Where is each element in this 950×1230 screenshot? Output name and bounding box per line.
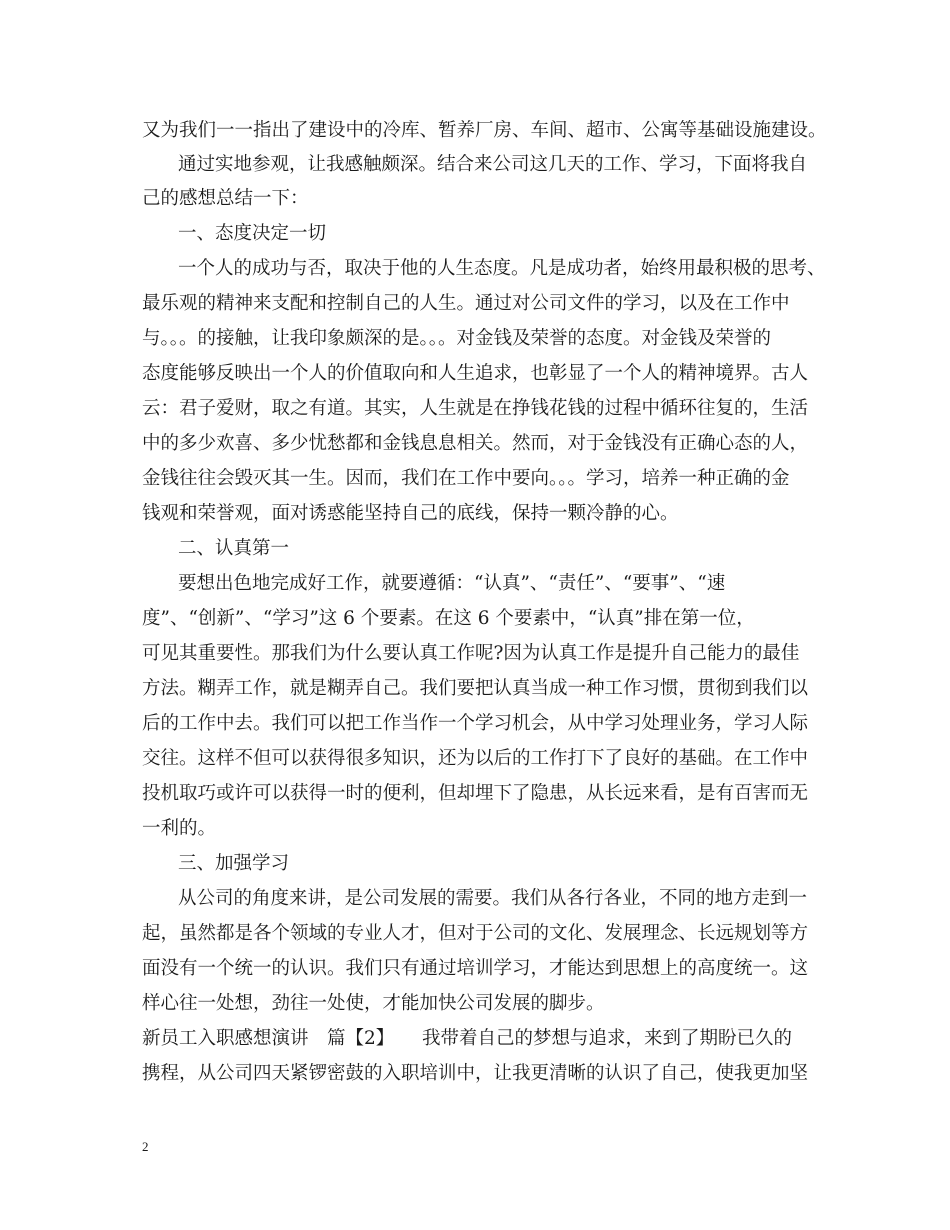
text-line: 一个人的成功与否，取决于他的人生态度。凡是成功者，始终用最积极的思考、 xyxy=(178,258,826,279)
text-line: 最乐观的精神来支配和控制自己的人生。通过对公司文件的学习，以及在工作中 xyxy=(142,293,790,314)
text-line: 钱观和荣誉观，面对诱惑能坚持自己的底线，保持一颗冷静的心。 xyxy=(142,503,679,524)
text-line: 己的感想总结一下： xyxy=(142,188,309,209)
text-line: 方法。糊弄工作，就是糊弄自己。我们要把认真当成一种工作习惯，贯彻到我们以 xyxy=(142,678,809,699)
text-line: 云：君子爱财，取之有道。其实，人生就是在挣钱花钱的过程中循环往复的，生活 xyxy=(142,398,809,419)
section-heading: 二、认真第一 xyxy=(178,538,290,559)
page-number: 2 xyxy=(142,1139,149,1154)
text-line: 又为我们一一指出了建设中的冷库、暂养厂房、车间、超市、公寓等基础设施建设。 xyxy=(142,120,827,141)
text-line: 新员工入职感想演讲 篇【2】 我带着自己的梦想与追求，来到了期盼已久的 xyxy=(142,1028,793,1049)
section-heading: 三、加强学习 xyxy=(178,853,290,874)
text-line: 起，虽然都是各个领域的专业人才，但对于公司的文化、发展理念、长远规划等方 xyxy=(142,923,809,944)
text-line: 样心往一处想，劲往一处使，才能加快公司发展的脚步。 xyxy=(142,993,605,1014)
text-line: 度”、“创新”、“学习”这 6 个要素。在这 6 个要素中，“认真”排在第一位， xyxy=(142,608,755,629)
text-line: 与。。。的接触，让我印象颇深的是。。。对金钱及荣誉的态度。对金钱及荣誉的 xyxy=(142,328,772,349)
section-heading: 一、态度决定一切 xyxy=(178,223,327,244)
text-line: 可见其重要性。那我们为什么要认真工作呢?因为认真工作是提升自己能力的最佳 xyxy=(142,643,800,664)
text-line: 面没有一个统一的认识。我们只有通过培训学习，才能达到思想上的高度统一。这 xyxy=(142,958,809,979)
text-line: 金钱往往会毁灭其一生。因而，我们在工作中要向。。。学习，培养一种正确的金 xyxy=(142,468,790,489)
text-line: 交往。这样不但可以获得很多知识，还为以后的工作打下了良好的基础。在工作中 xyxy=(142,748,809,769)
text-line: 投机取巧或许可以获得一时的便利，但却埋下了隐患，从长远来看，是有百害而无 xyxy=(142,783,809,804)
text-line: 携程，从公司四天紧锣密鼓的入职培训中，让我更清晰的认识了自己，使我更加坚 xyxy=(142,1063,809,1084)
text-line: 后的工作中去。我们可以把工作当作一个学习机会，从中学习处理业务，学习人际 xyxy=(142,713,809,734)
text-line: 态度能够反映出一个人的价值取向和人生追求，也彰显了一个人的精神境界。古人 xyxy=(142,363,809,384)
text-line: 通过实地参观，让我感触颇深。结合来公司这几天的工作、学习，下面将我自 xyxy=(178,154,808,175)
text-line: 从公司的角度来讲，是公司发展的需要。我们从各行各业，不同的地方走到一 xyxy=(178,888,808,909)
text-line: 要想出色地完成好工作，就要遵循：“认真”、“责任”、“要事”、“速 xyxy=(178,573,726,594)
text-line: 中的多少欢喜、多少忧愁都和金钱息息相关。然而，对于金钱没有正确心态的人， xyxy=(142,433,809,454)
text-line: 一利的。 xyxy=(142,818,217,839)
